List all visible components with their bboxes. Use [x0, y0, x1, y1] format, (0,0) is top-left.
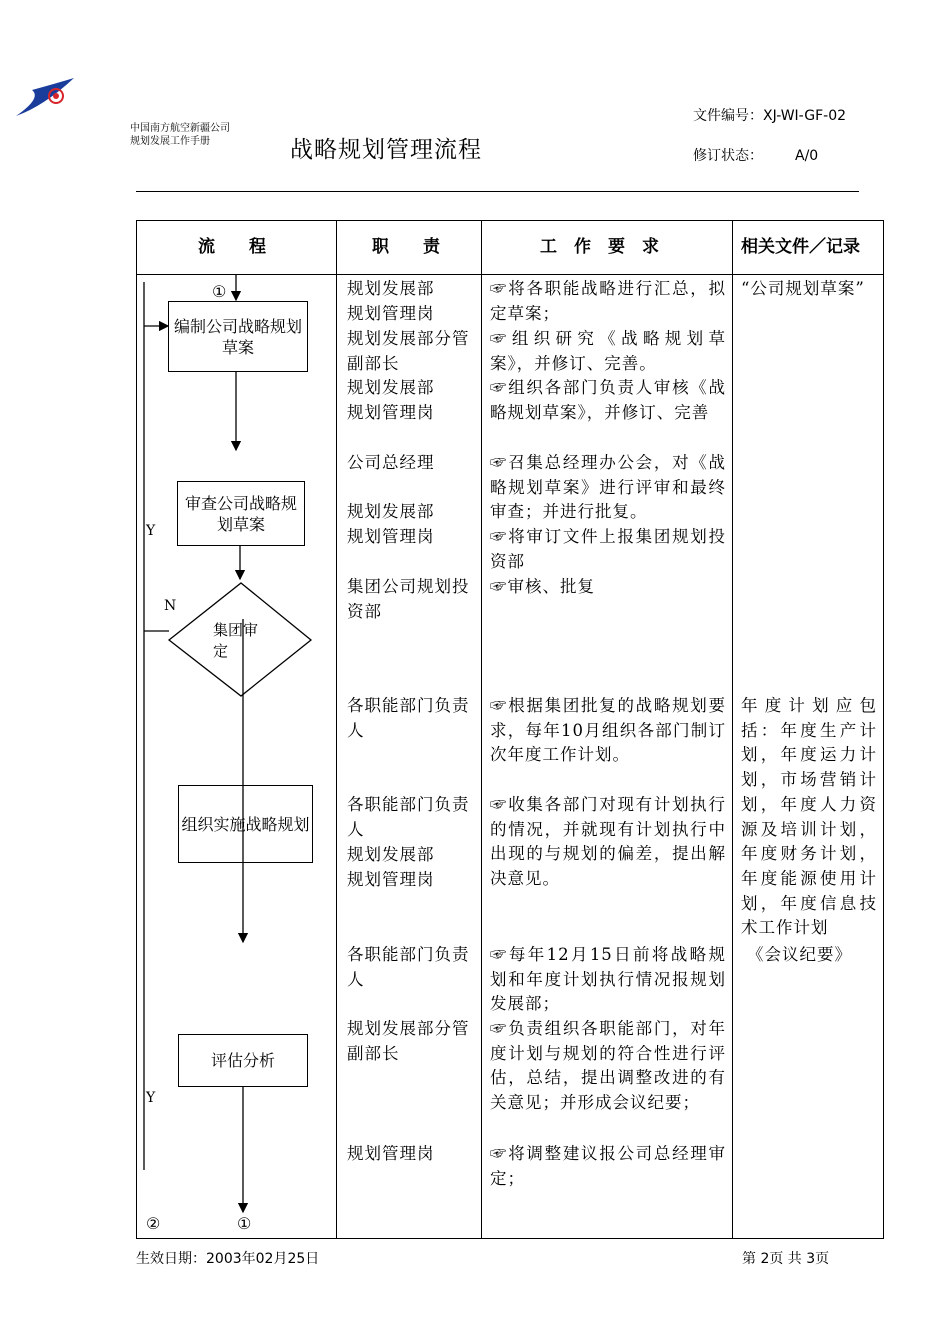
- page-title: 战略规划管理流程: [290, 137, 482, 163]
- resp-item: 各职能部门负责人: [347, 795, 470, 839]
- req-item: ☞根据集团批复的战略规划要求，每年10月组织各部门制订次年度工作计划。: [490, 696, 726, 765]
- resp-item: 规划发展部: [347, 845, 435, 864]
- resp-item: 规划发展部分管副部长: [347, 329, 470, 373]
- org-line-1: 中国南方航空新疆公司: [130, 123, 230, 134]
- column-divider-2: [481, 220, 482, 1239]
- flow-step-draft: 编制公司战略规划草案: [168, 301, 308, 372]
- effective-date: 生效日期：2003年02月25日: [136, 1251, 320, 1267]
- flow-step-evaluate: 评估分析: [178, 1034, 308, 1087]
- header-flow: 流 程: [198, 237, 266, 257]
- decision-label: 集团审定: [213, 621, 259, 660]
- document-number: 文件编号：XJ-WI-GF-02: [693, 108, 847, 124]
- resp-item: 规划发展部: [347, 279, 435, 298]
- req-item: ☞审核、批复: [490, 577, 595, 596]
- flow-step-implement: 组织实施战略规划: [178, 785, 313, 863]
- doc-item: 《会议纪要》: [747, 945, 852, 964]
- resp-item: 规划管理岗: [347, 527, 435, 546]
- yes-label-upper: Y: [146, 523, 156, 539]
- column-divider-1: [336, 220, 337, 1239]
- resp-item: 各职能部门负责人: [347, 696, 470, 740]
- org-line-2: 规划发展工作手册: [130, 136, 210, 147]
- column-divider-3: [732, 220, 733, 1239]
- req-item: ☞将各职能战略进行汇总，拟定草案；: [490, 279, 726, 323]
- req-item: ☞每年12月15日前将战略规划和年度计划执行情况报规划发展部；: [490, 945, 726, 1014]
- revision-status: [693, 145, 818, 165]
- doc-item: “公司规划草案”: [741, 279, 865, 298]
- req-item: ☞召集总经理办公会，对《战略规划草案》进行评审和最终审查；并进行批复。: [490, 453, 726, 522]
- req-item: ☞将审订文件上报集团规划投资部: [490, 527, 726, 571]
- yes-label-lower: Y: [146, 1090, 156, 1106]
- header-documents: 相关文件／记录: [741, 237, 860, 257]
- start-marker: ①: [212, 282, 227, 301]
- revision-value: A/0: [795, 148, 819, 164]
- company-logo: [14, 76, 76, 118]
- req-item: ☞将调整建议报公司总经理审定；: [490, 1144, 726, 1188]
- header-divider: [136, 191, 859, 192]
- doc-item: 年度计划应包括：年度生产计划，年度运力计划，市场营销计划，年度人力资源及培训计划，年度财务计划，年度能源使用计划，年度信息技术工作计划: [741, 696, 877, 938]
- req-item: ☞组织研究《战略规划草案》，并修订、完善。: [490, 329, 726, 373]
- resp-item: 规划发展部: [347, 502, 435, 521]
- req-item: ☞收集各部门对现有计划执行的情况，并就现有计划执行中出现的与规划的偏差，提出解决意见。: [490, 795, 726, 889]
- resp-item: 公司总经理: [347, 453, 435, 472]
- resp-item: 规划管理岗: [347, 1144, 435, 1163]
- end-marker-left: ②: [146, 1214, 161, 1233]
- header-responsibility: 职 责: [372, 237, 440, 257]
- resp-item: 规划管理岗: [347, 403, 435, 422]
- page-info: 第 2页 共 3页: [742, 1251, 830, 1267]
- header-requirements: 工 作 要 求: [540, 237, 659, 257]
- flow-step-review: 审查公司战略规划草案: [177, 481, 305, 546]
- no-label: N: [164, 598, 177, 614]
- resp-item: 集团公司规划投资部: [347, 577, 470, 621]
- resp-item: 规划发展部分管副部长: [347, 1019, 470, 1063]
- resp-item: 各职能部门负责人: [347, 945, 470, 989]
- organization-name: [130, 122, 230, 148]
- resp-item: 规划管理岗: [347, 870, 435, 889]
- revision-label: 修订状态：: [693, 148, 763, 164]
- req-item: ☞负责组织各职能部门，对年度计划与规划的符合性进行评估，总结，提出调整改进的有关意见；并形成会议纪要；: [490, 1019, 726, 1113]
- end-marker-right: ①: [237, 1214, 252, 1233]
- flowchart: [136, 274, 336, 1239]
- resp-item: 规划管理岗: [347, 304, 435, 323]
- resp-item: 规划发展部: [347, 378, 435, 397]
- req-item: ☞组织各部门负责人审核《战略规划草案》，并修订、完善: [490, 378, 726, 422]
